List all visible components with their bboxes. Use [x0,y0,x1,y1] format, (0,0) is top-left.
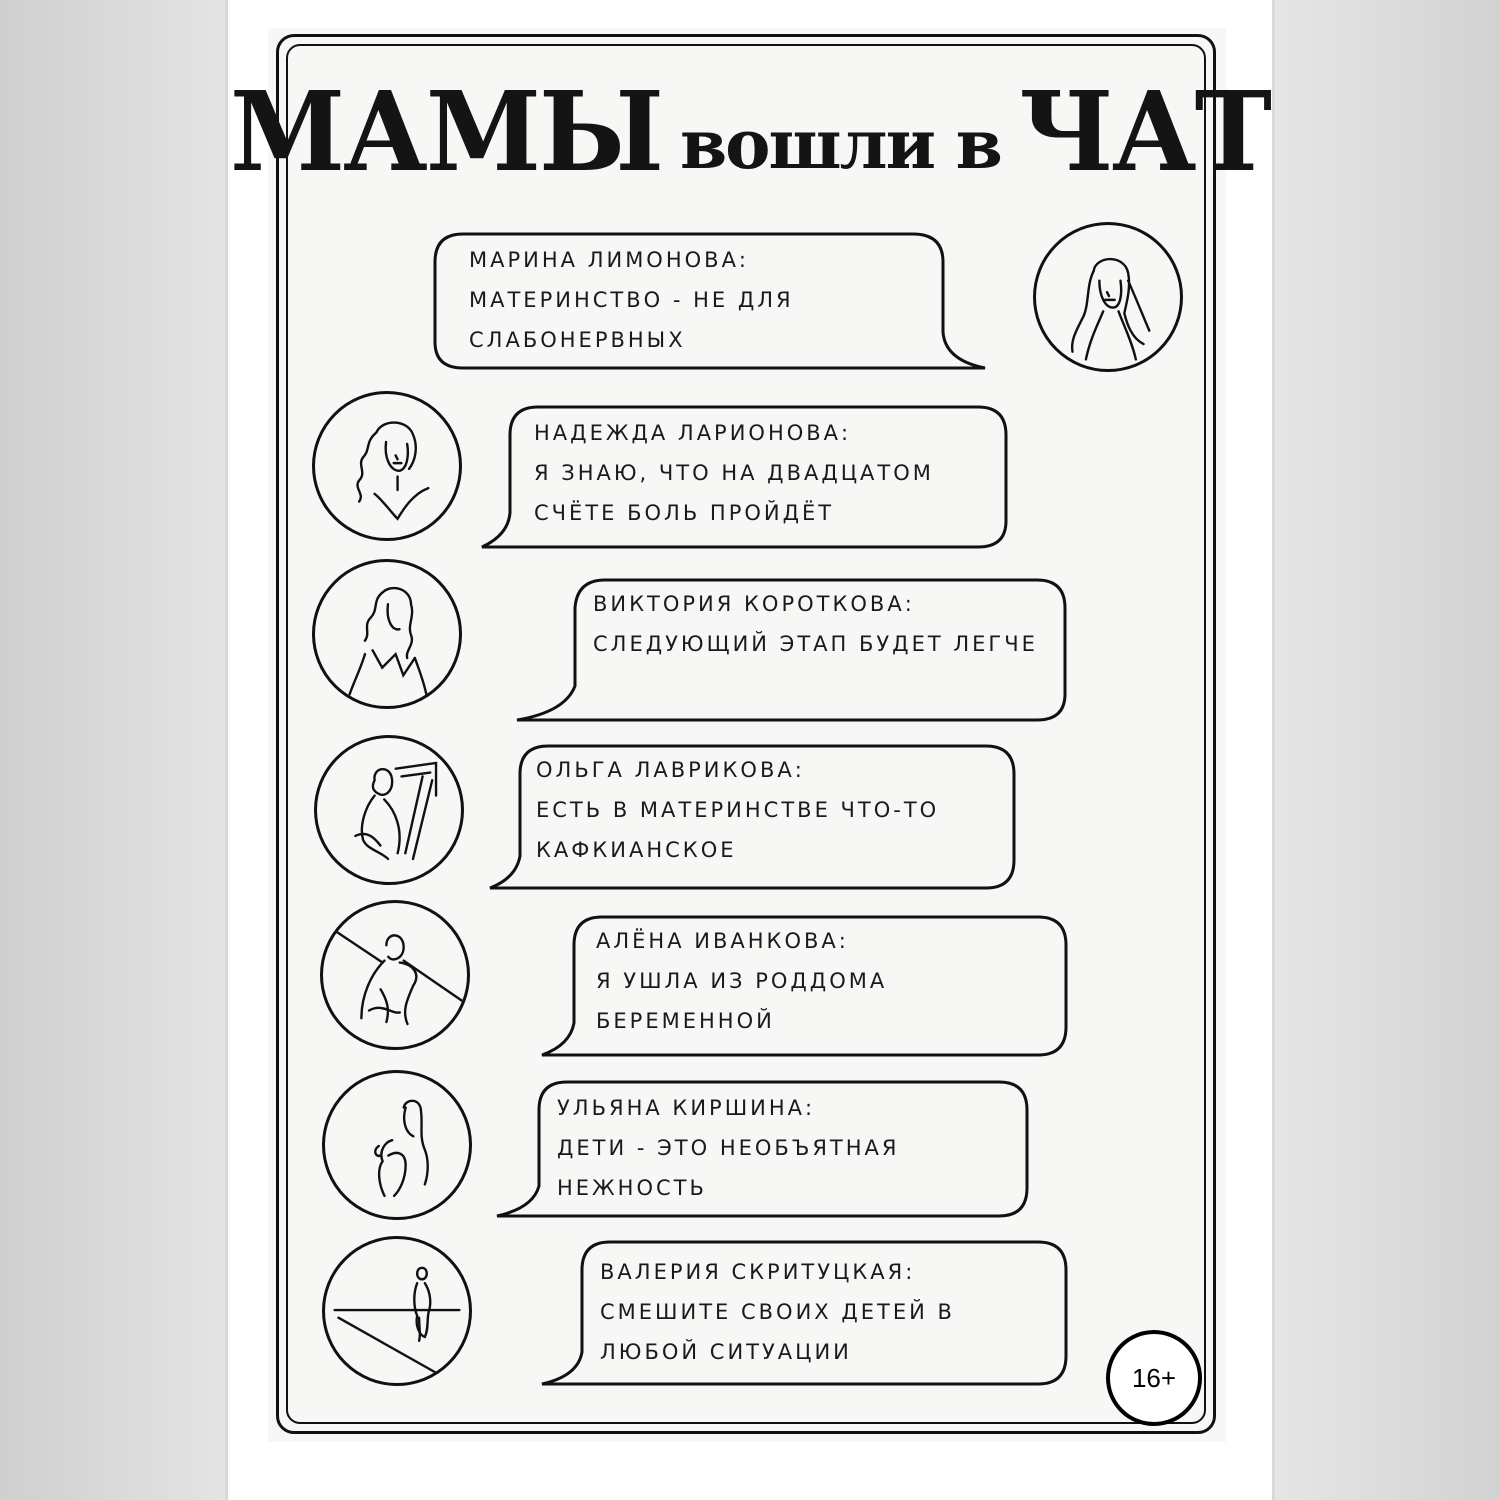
message-bubble-7 [540,1240,1070,1390]
message-text-5: Я УШЛА ИЗ РОДДОМА БЕРЕМЕННОЙ [596,969,888,1033]
title-part-2: вошли в [679,105,1001,185]
background-left [0,0,225,1500]
title-part-3: ЧАТ [1018,66,1270,197]
sender-name-4: ОЛЬГА ЛАВРИКОВА: [536,758,805,782]
background-right [1275,0,1500,1500]
woman-curly-hair-jacket-icon [315,562,459,706]
woman-by-window-icon [317,738,461,882]
avatar-4 [314,735,464,885]
age-rating-badge: 16+ [1106,1330,1202,1426]
message-text-1: МАТЕРИНСТВО - НЕ ДЛЯ СЛАБОНЕРВНЫХ [469,288,794,352]
cover-title [230,66,1270,200]
avatar-1 [1033,222,1183,372]
sender-name-3: ВИКТОРИЯ КОРОТКОВА: [593,592,915,616]
message-text-7: СМЕШИТЕ СВОИХ ДЕТЕЙ В ЛЮБОЙ СИТУАЦИИ [600,1300,955,1364]
woman-on-horizon-icon [325,1239,469,1383]
woman-diagonal-lines-icon [323,903,467,1047]
message-bubble-1 [433,232,988,372]
avatar-7 [322,1236,472,1386]
message-bubble-2 [480,405,1010,553]
message-bubble-6 [495,1080,1030,1220]
message-bubble-4 [488,744,1018,892]
avatar-3 [312,559,462,709]
sender-name-1: МАРИНА ЛИМОНОВА: [469,248,750,272]
avatar-6 [322,1070,472,1220]
woman-curly-hair-portrait-icon [315,394,459,538]
message-text-3: СЛЕДУЮЩИЙ ЭТАП БУДЕТ ЛЕГЧЕ [593,632,1038,656]
message-text-6: ДЕТИ - ЭТО НЕОБЪЯТНАЯ НЕЖНОСТЬ [557,1136,900,1200]
sender-name-5: АЛЁНА ИВАНКОВА: [596,929,849,953]
sender-name-7: ВАЛЕРИЯ СКРИТУЦКАЯ: [600,1260,916,1284]
sender-name-6: УЛЬЯНА КИРШИНА: [557,1096,816,1120]
sender-name-2: НАДЕЖДА ЛАРИОНОВА: [534,421,852,445]
title-part-1: МАМЫ [230,66,662,197]
message-bubble-3 [515,578,1070,726]
message-text-2: Я ЗНАЮ, ЧТО НА ДВАДЦАТОМ СЧЁТЕ БОЛЬ ПРОЙДЁТ [534,461,934,525]
avatar-2 [312,391,462,541]
message-bubble-5 [540,915,1070,1060]
avatar-5 [320,900,470,1050]
woman-long-hair-portrait-icon [1036,225,1180,369]
message-text-4: ЕСТЬ В МАТЕРИНСТВЕ ЧТО-ТО КАФКИАНСКОЕ [536,798,940,862]
woman-holding-child-icon [325,1073,469,1217]
